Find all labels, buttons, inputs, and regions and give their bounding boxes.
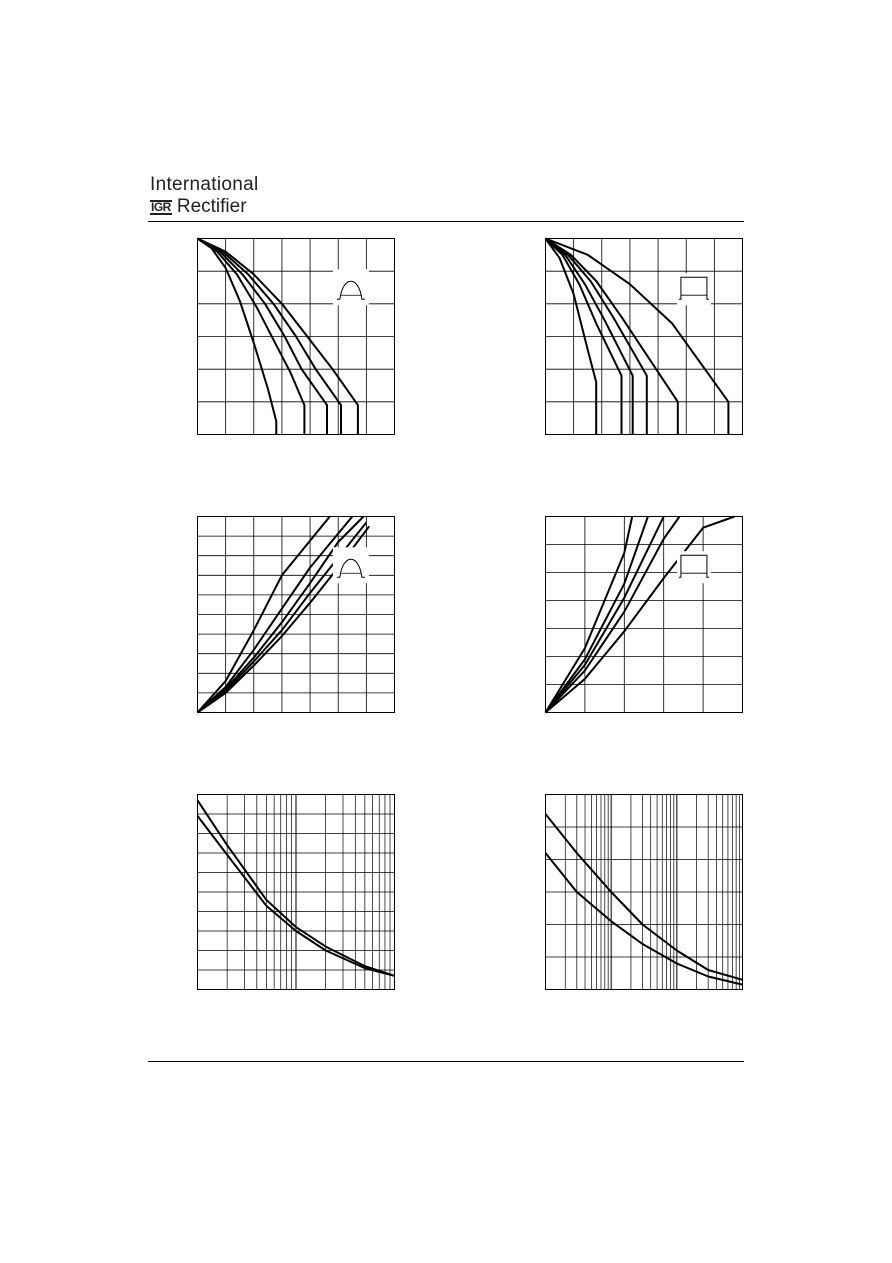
series-line — [546, 517, 633, 713]
grid-lines — [197, 794, 395, 990]
plot-frame — [546, 517, 743, 713]
header-rule — [148, 221, 744, 222]
chart-square-power — [545, 516, 743, 713]
brand-mark: IGR — [151, 199, 171, 214]
brand-logo — [150, 174, 258, 218]
series-line — [546, 853, 743, 985]
chart-sine-derating — [197, 238, 395, 435]
chart-sine-power — [197, 516, 395, 713]
brand-row — [150, 196, 258, 218]
waveform-icon-bg — [677, 273, 711, 305]
series-line — [546, 517, 648, 713]
chart-square-derating — [545, 238, 743, 435]
waveform-icon-bg — [333, 269, 369, 305]
series-line — [546, 814, 743, 980]
waveform-icon-bg — [333, 547, 369, 583]
waveform-icon-bg — [677, 551, 711, 583]
series-line — [546, 517, 680, 713]
brand-line2: Rectifier — [176, 196, 247, 217]
grid-lines — [545, 516, 743, 713]
grid-lines — [197, 516, 395, 713]
grid-lines — [545, 794, 743, 990]
brand-line1: International — [150, 174, 259, 195]
footer-rule — [148, 1061, 744, 1062]
chart-log-right — [545, 794, 743, 990]
chart-log-left — [197, 794, 395, 990]
